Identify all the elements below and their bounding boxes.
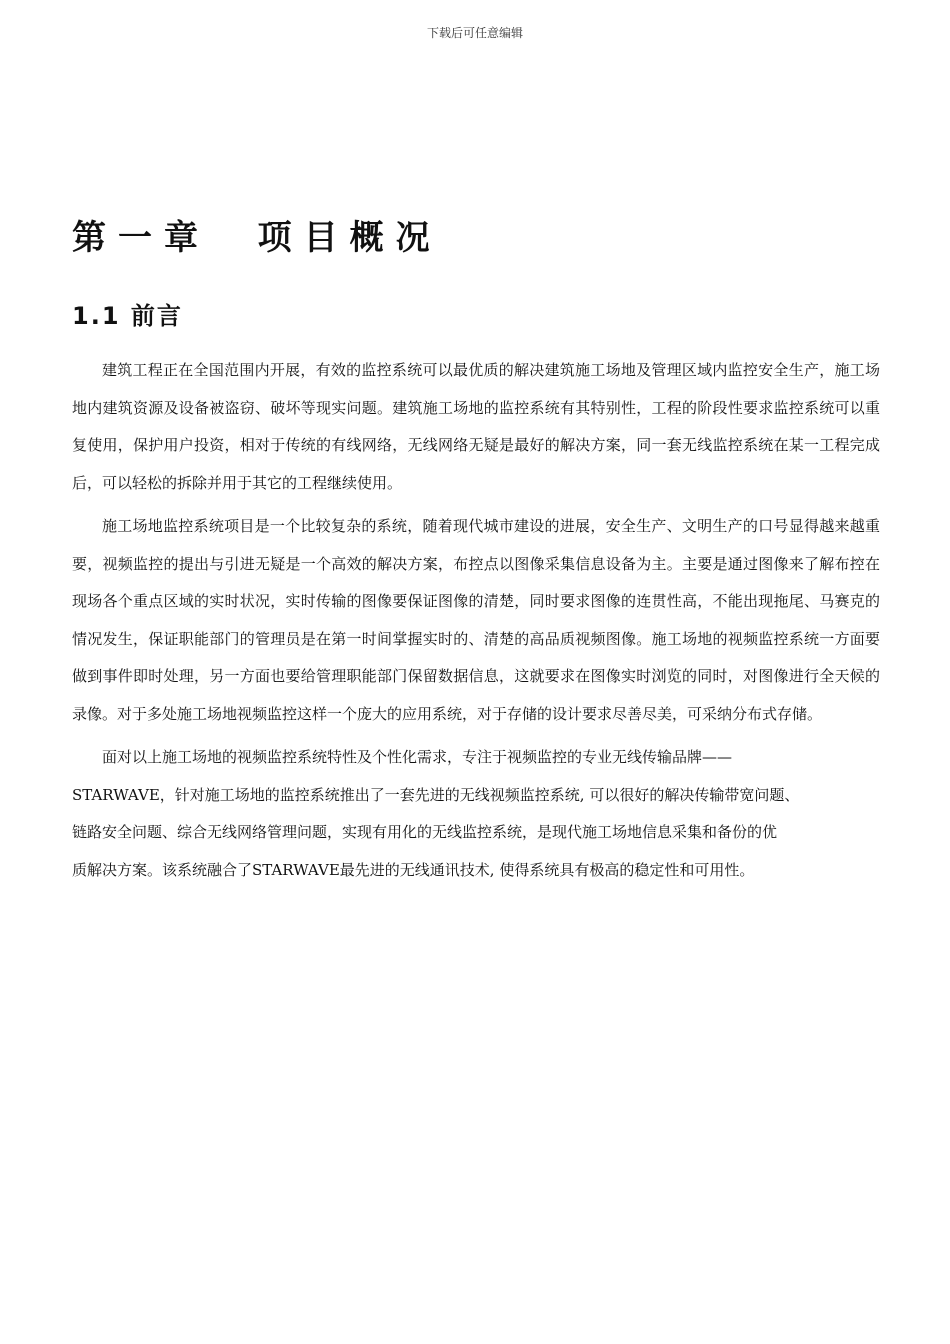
paragraph-3-line-3: 链路安全问题、综合无线网络管理问题，实现有用化的无线监控系统，是现代施工场地信息采集和备份的优: [72, 823, 778, 841]
paragraph-3-line-1: 面对以上施工场地的视频监控系统特性及个性化需求，专注于视频监控的专业无线传输品牌——: [102, 748, 733, 766]
paragraph-3-line-4: 质解决方案。该系统融合了STARWAVE最先进的无线通讯技术, 使得系统具有极高的稳定性和可用性。: [72, 860, 755, 879]
paragraph-1: 建筑工程正在全国范围内开展，有效的监控系统可以最优质的解决建筑施工场地及管理区域内监控安全生产，施工场地内建筑资源及设备被盗窃、破坏等现实问题。建筑施工场地的监控系统有其特别性，工程的阶段性要求监控系统可以重复使用，保护用户投资，相对于传统的有线网络，无线网络无疑是最好的解决方案，同一套无线监控系统在某一工程完成后，可以轻松的拆除并用于其它的工程继续使用。: [72, 361, 880, 492]
section-title: 1.1 前言: [72, 302, 183, 330]
paragraph-3: [72, 739, 880, 889]
page-header-note: 下载后可任意编辑: [426, 26, 523, 40]
chapter-title: 第一章 项目概况: [72, 218, 442, 258]
document-body: [72, 352, 880, 889]
paragraph-2: 施工场地监控系统项目是一个比较复杂的系统，随着现代城市建设的进展，安全生产、文明生产的口号显得越来越重要，视频监控的提出与引进无疑是一个高效的解决方案，布控点以图像采集信息设备为主。主要是通过图像来了解布控在现场各个重点区域的实时状况，实时传输的图像要保证图像的清楚，同时要求图像的连贯性高，不能出现拖尾、马赛克的情况发生，保证职能部门的管理员是在第一时间掌握实时的、清楚的高品质视频图像。施工场地的视频监控系统一方面要做到事件即时处理，另一方面也要给管理职能部门保留数据信息，这就要求在图像实时浏览的同时，对图像进行全天候的录像。对于多处施工场地视频监控这样一个庞大的应用系统，对于存储的设计要求尽善尽美，可采纳分布式存储。: [72, 517, 880, 723]
paragraph-3-line-2: STARWAVE，针对施工场地的监控系统推出了一套先进的无线视频监控系统, 可以很好的解决传输带宽问题、: [72, 785, 800, 804]
